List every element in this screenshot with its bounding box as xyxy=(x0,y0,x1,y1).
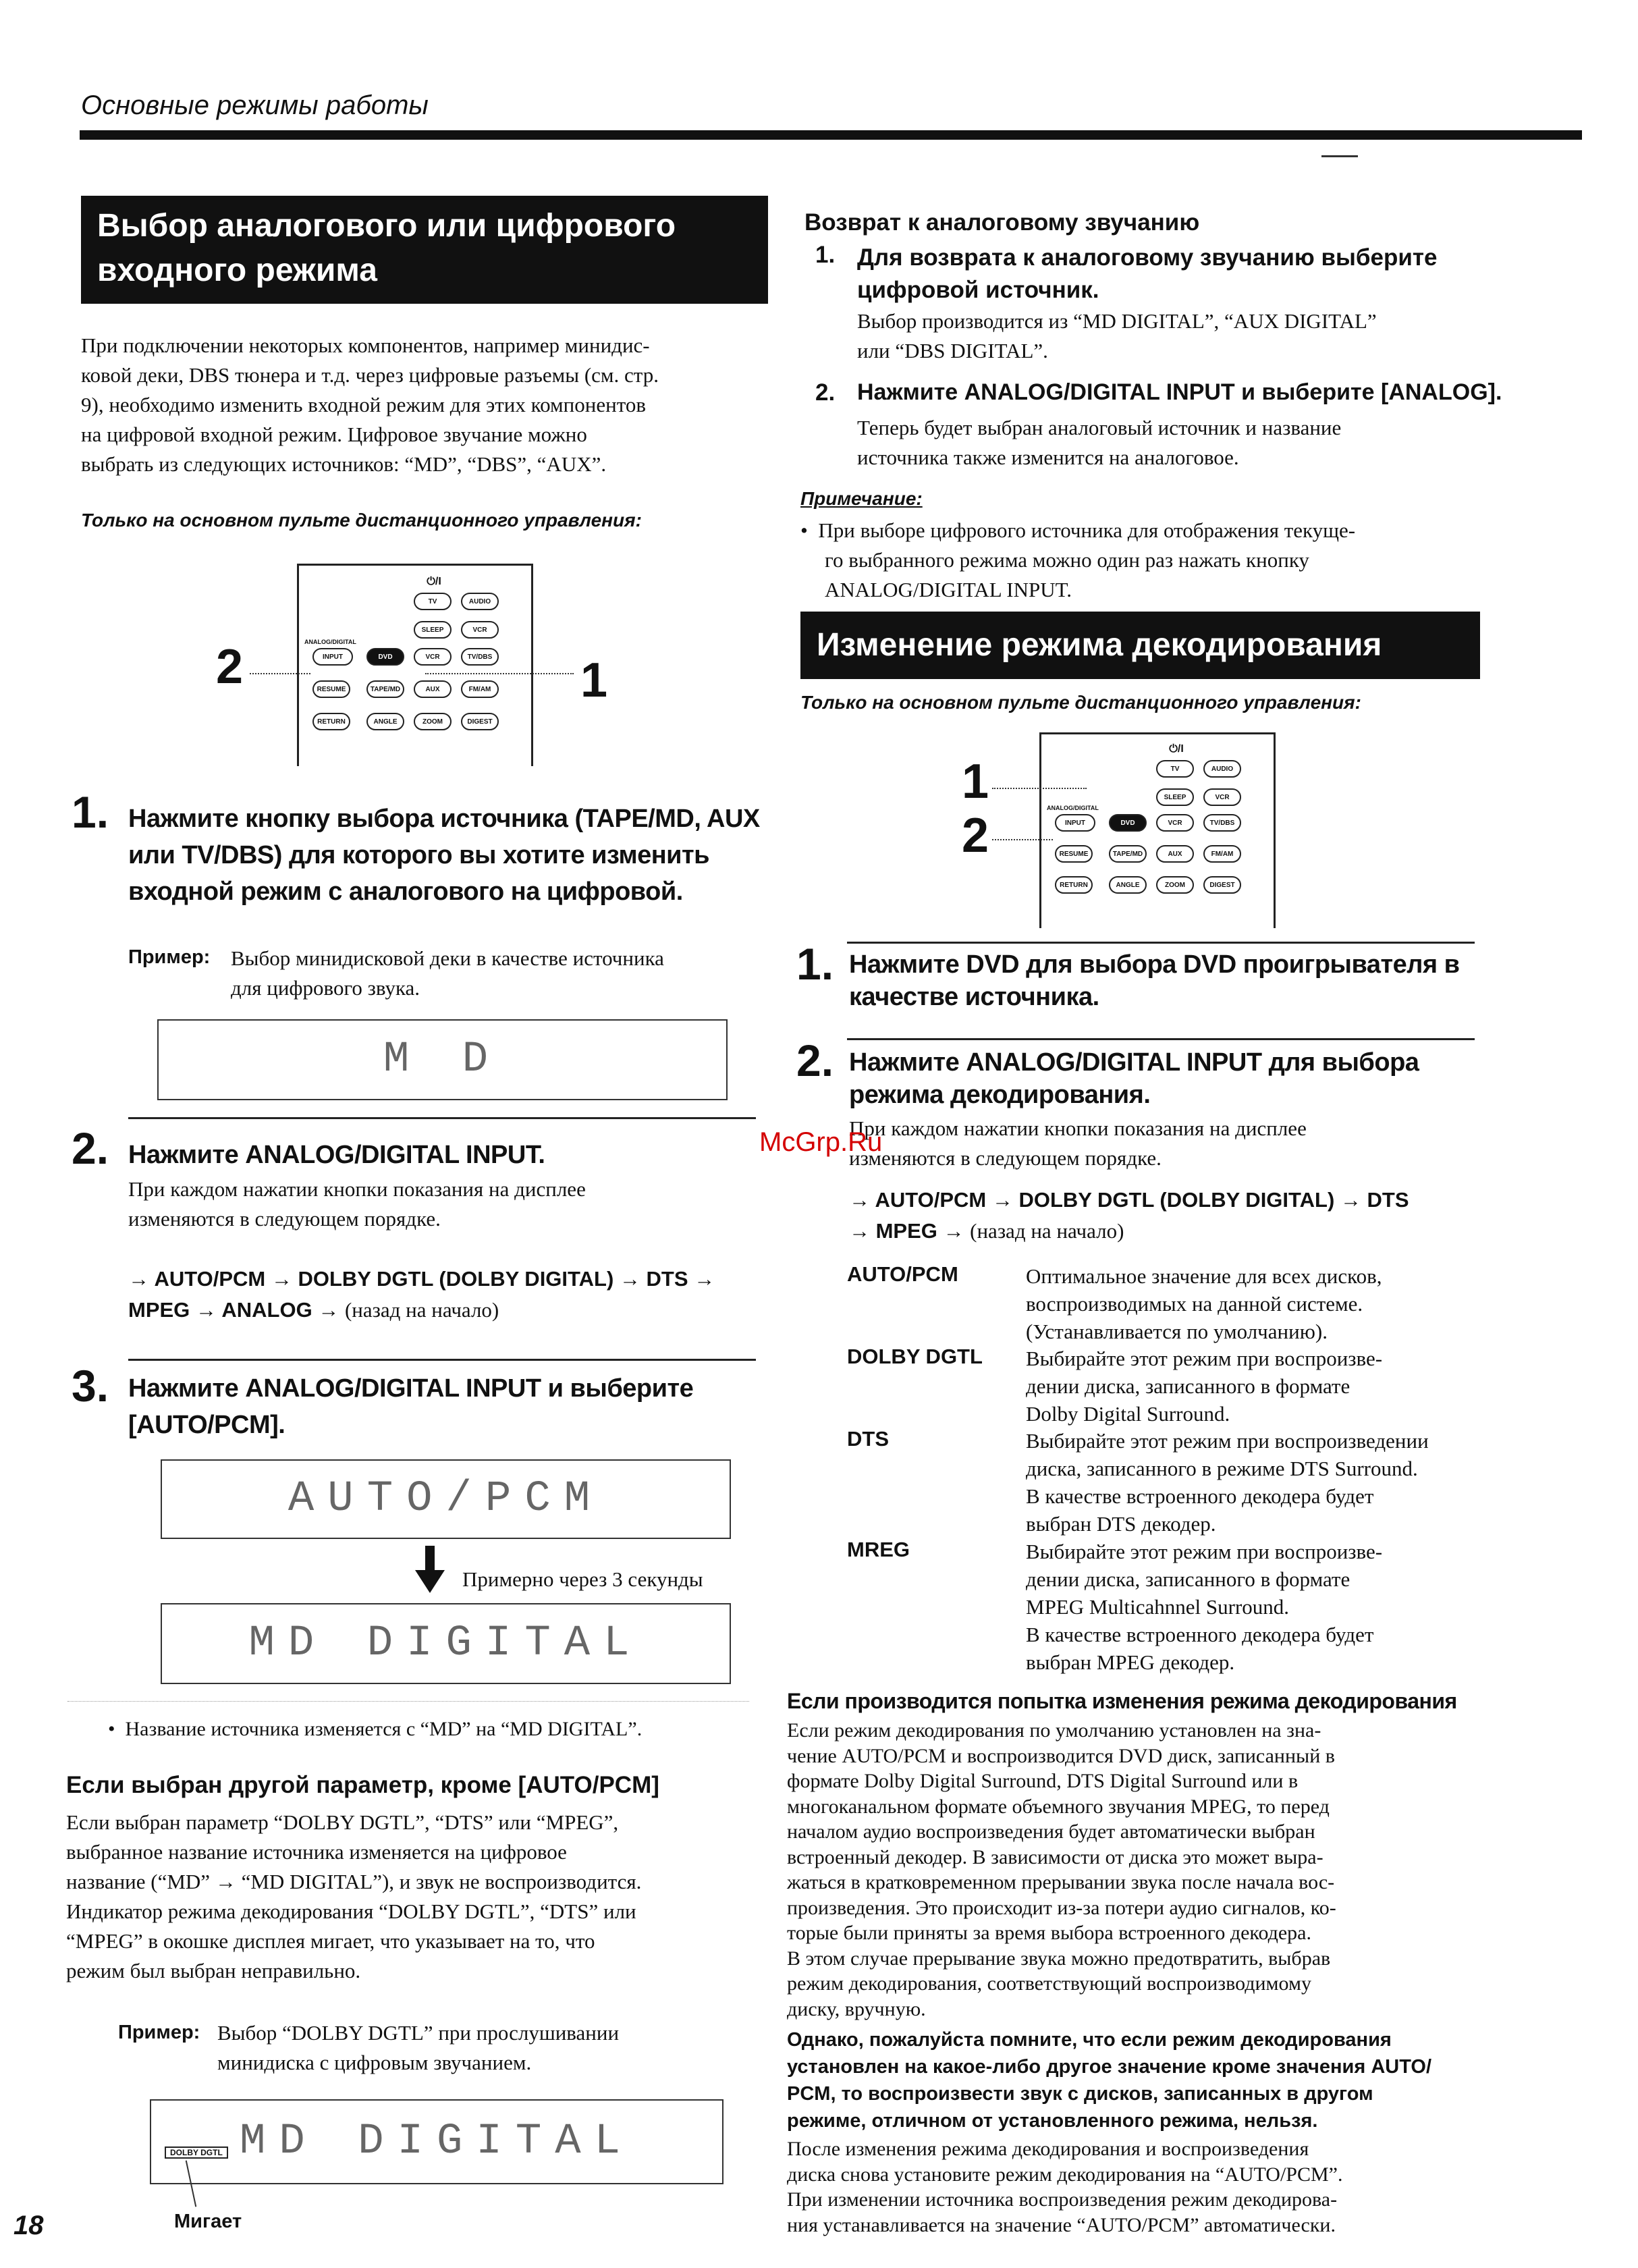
mode-line: воспроизводимых на данной системе. xyxy=(1026,1292,1363,1316)
body-line: формате Dolby Digital Surround, DTS Digital Surround или в xyxy=(787,1770,1299,1792)
bullet-note-text: Название источника изменяется с “MD” на “MD DIGITAL”. xyxy=(125,1718,643,1740)
example-label: Пример: xyxy=(128,946,211,968)
warning-line: PCM, то воспроизвести звук с дисков, записанных в другом xyxy=(787,2083,1373,2105)
example-line: для цифрового звука. xyxy=(231,976,420,1000)
dvd-button: DVD xyxy=(1109,814,1147,832)
power-icon: ⏻/I xyxy=(1156,742,1197,756)
body-line: название (“MD” → “MD DIGITAL”), и звук не воспроизводится. xyxy=(66,1870,642,1893)
intro-line: При подключении некоторых компонентов, например минидис- xyxy=(81,333,650,357)
attempt-warning xyxy=(787,2026,1516,2134)
body-line: изменяются в следующем порядке. xyxy=(849,1146,1162,1170)
mode-name: AUTO/PCM xyxy=(847,1262,958,1286)
body-line: При изменении источника воспроизведения режим декодирова- xyxy=(787,2188,1338,2211)
step-2-body xyxy=(128,1174,756,1234)
step-title-line: или TV/DBS) для которого вы хотите изменить xyxy=(128,841,710,869)
decode-mode-sequence xyxy=(849,1185,1497,1247)
decode-step-1-title xyxy=(849,948,1497,1013)
body-line: чение AUTO/PCM и воспроизводится DVD диск, записанный в xyxy=(787,1744,1335,1767)
dotted-divider xyxy=(67,1701,749,1702)
display-auto-pcm: AUTO/PCM xyxy=(161,1459,731,1539)
body-line: В этом случае прерывание звука можно предотвратить, выбрав xyxy=(787,1947,1331,1970)
analog-step-2-number: 2. xyxy=(815,379,836,406)
tvdbs-button: TV/DBS xyxy=(1203,814,1241,832)
return-button: RETURN xyxy=(1055,876,1093,894)
display-md-digital: MD DIGITAL xyxy=(161,1603,731,1684)
step-title-line: Нажмите кнопку выбора источника (TAPE/MD, AUX xyxy=(128,805,760,833)
decode-step-2-body xyxy=(849,1114,1497,1173)
display-md: M D xyxy=(157,1019,728,1100)
display-md-digital-blink xyxy=(150,2099,724,2184)
body-line: источника также изменится на аналоговое. xyxy=(857,446,1239,469)
sequence-paren: (назад на начало) xyxy=(344,1298,499,1322)
note-line: ANALOG/DIGITAL INPUT. xyxy=(825,578,1072,601)
vcr-button: VCR xyxy=(461,621,499,639)
step-title-line: входной режим с аналогового на цифровой. xyxy=(128,878,683,906)
dvd-button: DVD xyxy=(366,648,404,666)
step-title-line: [AUTO/PCM]. xyxy=(128,1411,285,1439)
body-line: диску, вручную. xyxy=(787,1997,926,2020)
zoom-button: ZOOM xyxy=(414,713,452,730)
tv-button: TV xyxy=(1156,760,1194,778)
step-title-line: Нажмите DVD для выбора DVD проигрывателя в xyxy=(849,950,1460,979)
zoom-button: ZOOM xyxy=(1156,876,1194,894)
callout-leader xyxy=(425,673,574,674)
mode-line: Выбирайте этот режим при воспроизведении xyxy=(1026,1429,1429,1453)
vcr2-button: VCR xyxy=(1156,814,1194,832)
body-line: торые были приняты за время выбора встроенного декодера. xyxy=(787,1922,1311,1944)
digest-button: DIGEST xyxy=(461,713,499,730)
sequence-line: → AUTO/PCM → DOLBY DGTL (DOLBY DIGITAL) → DTS → xyxy=(128,1267,715,1291)
input-button: INPUT xyxy=(312,648,353,666)
decode-step-1-number: 1. xyxy=(796,939,834,989)
audio-button: AUDIO xyxy=(461,593,499,610)
body-line: произведения. Это происходит из-за потери аудио сигналов, ко- xyxy=(787,1896,1336,1919)
callout-2: 2 xyxy=(962,809,989,863)
mode-description xyxy=(1026,1427,1498,1538)
example-text-2 xyxy=(217,2018,757,2078)
body-line: ния устанавливается на значение “AUTO/PCM” автоматически. xyxy=(787,2213,1336,2236)
step-divider xyxy=(128,1359,756,1361)
sleep-button: SLEEP xyxy=(1156,788,1194,806)
body-line: диска снова установите режим декодирования на “AUTO/PCM”. xyxy=(787,2163,1343,2186)
remote-illustration-left xyxy=(216,557,608,766)
intro-line: на цифровой входной режим. Цифровое звучание можно xyxy=(81,423,587,446)
banner-line-1: Выбор аналогового или цифрового xyxy=(97,208,676,244)
tv-button: TV xyxy=(414,593,452,610)
analog-digital-label: ANALOG/DIGITAL xyxy=(1047,805,1099,811)
aux-button: AUX xyxy=(1156,845,1194,863)
body-line: встроенный декодер. В зависимости от диска это может выра- xyxy=(787,1845,1323,1868)
note-line: го выбранного режима можно один раз нажать кнопку xyxy=(825,548,1309,572)
remote-note-right: Только на основном пульте дистанционного управления: xyxy=(800,692,1361,713)
mode-name: DOLBY DGTL xyxy=(847,1345,983,1368)
analog-step-1-body xyxy=(857,306,1498,366)
remote-body xyxy=(297,564,533,766)
attempt-heading: Если производится попытка изменения режима декодирования xyxy=(787,1689,1457,1713)
mode-line: Выбирайте этот режим при воспроизве- xyxy=(1026,1347,1383,1370)
decode-step-2-title xyxy=(849,1046,1497,1111)
example-line: минидиска с цифровым звучанием. xyxy=(217,2051,532,2074)
fmam-button: FM/AM xyxy=(461,680,499,698)
page-number: 18 xyxy=(13,2211,44,2240)
digest-button: DIGEST xyxy=(1203,876,1241,894)
header-dash xyxy=(1321,155,1358,157)
body-line: режим декодирования, соответствующий воспроизводимому xyxy=(787,1972,1311,1995)
mode-name: DTS xyxy=(847,1427,889,1451)
attempt-body xyxy=(787,1718,1516,2022)
sleep-button: SLEEP xyxy=(414,621,452,639)
mode-line: Выбирайте этот режим при воспроизве- xyxy=(1026,1540,1383,1563)
section-header-title: Основные режимы работы xyxy=(81,90,429,120)
body-line: Если выбран параметр “DOLBY DGTL”, “DTS” или “MPEG”, xyxy=(66,1810,619,1834)
watermark: McGrp.Ru xyxy=(759,1127,883,1157)
return-button: RETURN xyxy=(312,713,350,730)
step-title-line: Нажмите ANALOG/DIGITAL INPUT для выбора xyxy=(849,1048,1419,1077)
callout-1: 1 xyxy=(580,653,608,707)
callout-1: 1 xyxy=(962,755,989,809)
section-banner-decoding: Изменение режима декодирования xyxy=(800,612,1480,679)
body-line: Выбор производится из “MD DIGITAL”, “AUX DIGITAL” xyxy=(857,309,1377,333)
tvdbs-button: TV/DBS xyxy=(461,648,499,666)
mode-description xyxy=(1026,1538,1498,1676)
analog-step-1-title xyxy=(857,242,1505,306)
step-title-line: цифровой источник. xyxy=(857,277,1099,303)
bullet-note: • Название источника изменяется с “MD” на “MD DIGITAL”. xyxy=(108,1718,643,1740)
section-banner-input-mode xyxy=(81,196,768,304)
body-line: “MPEG” в окошке дисплея мигает, что указывает на то, что xyxy=(66,1929,595,1953)
down-arrow-icon xyxy=(415,1546,445,1593)
other-param-body xyxy=(66,1808,782,1986)
note-line: При выборе цифрового источника для отображения текуще- xyxy=(818,518,1356,542)
analog-step-2-body xyxy=(857,413,1498,473)
banner-line-2: входного режима xyxy=(97,252,377,288)
body-line: началом аудио воспроизведения будет автоматически выбран xyxy=(787,1820,1315,1843)
mode-description xyxy=(1026,1262,1498,1345)
warning-line: установлен на какое-либо другое значение кроме значения AUTO/ xyxy=(787,2056,1432,2078)
callout-leader xyxy=(250,673,310,674)
body-line: Теперь будет выбран аналоговый источник и название xyxy=(857,416,1342,439)
intro-line: ковой деки, DBS тюнера и т.д. через цифровые разъемы (см. стр. xyxy=(81,363,659,387)
mode-line: дении диска, записанного в формате xyxy=(1026,1567,1350,1591)
analog-digital-label: ANALOG/DIGITAL xyxy=(304,639,356,645)
header-rule xyxy=(80,130,1582,140)
analog-return-heading: Возврат к аналоговому звучанию xyxy=(804,209,1200,236)
mode-line: Dolby Digital Surround. xyxy=(1026,1402,1230,1426)
step-1-title xyxy=(128,801,776,910)
angle-button: ANGLE xyxy=(1109,876,1147,894)
analog-step-1-number: 1. xyxy=(815,242,836,268)
example-text xyxy=(231,944,771,1003)
vcr-button: VCR xyxy=(1203,788,1241,806)
resume-button: RESUME xyxy=(1055,845,1093,863)
analog-step-2-title: Нажмите ANALOG/DIGITAL INPUT и выберите [ANALOG]. xyxy=(857,379,1502,405)
body-line: Индикатор режима декодирования “DOLBY DGTL”, “DTS” или xyxy=(66,1899,636,1923)
body-line: При каждом нажатии кнопки показания на дисплее xyxy=(849,1116,1307,1140)
step-2-number: 2. xyxy=(72,1123,109,1173)
blink-label: Мигает xyxy=(174,2211,242,2232)
other-param-heading: Если выбран другой параметр, кроме [AUTO/PCM] xyxy=(66,1772,659,1798)
note-label: Примечание: xyxy=(800,488,923,509)
mode-line: (Устанавливается по умолчанию). xyxy=(1026,1320,1328,1343)
arrow-note: Примерно через 3 секунды xyxy=(462,1567,703,1591)
audio-button: AUDIO xyxy=(1203,760,1241,778)
decode-step-2-number: 2. xyxy=(796,1035,834,1085)
resume-button: RESUME xyxy=(312,680,350,698)
note-body: • При выборе цифрового источника для отображения текуще- го выбранного режима можно один раз нажать кнопку ANALOG/DIGITAL INPUT. xyxy=(800,516,1502,605)
example-line: Выбор минидисковой деки в качестве источника xyxy=(231,946,664,970)
angle-button: ANGLE xyxy=(366,713,404,730)
aux-button: AUX xyxy=(414,680,452,698)
mode-description xyxy=(1026,1345,1498,1428)
step-divider xyxy=(128,1117,756,1119)
display-text: MD DIGITAL xyxy=(239,2117,634,2166)
remote-illustration-right xyxy=(945,726,1296,935)
body-line: При каждом нажатии кнопки показания на дисплее xyxy=(128,1177,586,1201)
step-3-number: 3. xyxy=(72,1361,109,1411)
callout-leader xyxy=(992,788,1087,789)
step-title-line: Для возврата к аналоговому звучанию выберите xyxy=(857,244,1438,271)
callout-2: 2 xyxy=(216,640,244,694)
sequence-paren: (назад на начало) xyxy=(970,1219,1124,1243)
mode-sequence xyxy=(128,1264,769,1326)
intro-line: 9), необходимо изменить входной режим для этих компонентов xyxy=(81,393,646,416)
step-divider xyxy=(847,942,1475,944)
body-line: Если режим декодирования по умолчанию установлен на зна- xyxy=(787,1719,1321,1742)
mode-line: диска, записанного в режиме DTS Surround. xyxy=(1026,1457,1418,1480)
step-2-title: Нажмите ANALOG/DIGITAL INPUT. xyxy=(128,1141,545,1169)
mode-line: выбран MPEG декодер. xyxy=(1026,1650,1235,1674)
dolby-indicator: DOLBY DGTL xyxy=(165,2146,228,2159)
step-title-line: Нажмите ANALOG/DIGITAL INPUT и выберите xyxy=(128,1374,694,1403)
fmam-button: FM/AM xyxy=(1203,845,1241,863)
sequence-line: → MPEG → xyxy=(849,1219,964,1243)
vcr2-button: VCR xyxy=(414,648,452,666)
warning-line: режиме, отличном от установленного режима, нельзя. xyxy=(787,2110,1318,2132)
body-line: или “DBS DIGITAL”. xyxy=(857,339,1048,362)
step-title-line: режима декодирования. xyxy=(849,1081,1151,1109)
callout-leader xyxy=(992,839,1053,840)
example-line: Выбор “DOLBY DGTL” при прослушивании xyxy=(217,2021,620,2045)
mode-line: В качестве встроенного декодера будет xyxy=(1026,1484,1374,1508)
body-line: изменяются в следующем порядке. xyxy=(128,1207,441,1231)
mode-line: дении диска, записанного в формате xyxy=(1026,1374,1350,1398)
body-line: выбранное название источника изменяется на цифровое xyxy=(66,1840,567,1864)
sequence-line: MPEG → ANALOG → xyxy=(128,1298,339,1322)
body-line: многоканальном формате объемного звучания MPEG, то перед xyxy=(787,1795,1330,1818)
body-line: жаться в кратковременном прерывании звука после начала вос- xyxy=(787,1871,1335,1893)
remote-body xyxy=(1039,732,1276,928)
input-button: INPUT xyxy=(1055,814,1095,832)
step-1-number: 1. xyxy=(72,787,109,837)
intro-paragraph xyxy=(81,331,769,479)
intro-line: выбрать из следующих источников: “MD”, “DBS”, “AUX”. xyxy=(81,452,607,476)
example-label-2: Пример: xyxy=(118,2022,200,2043)
remote-note-left: Только на основном пульте дистанционного управления: xyxy=(81,510,642,531)
warning-line: Однако, пожалуйста помните, что если режим декодирования xyxy=(787,2029,1392,2051)
mode-line: выбран DTS декодер. xyxy=(1026,1512,1216,1536)
step-divider xyxy=(847,1038,1475,1040)
tapemd-button: TAPE/MD xyxy=(1109,845,1147,863)
attempt-tail xyxy=(787,2136,1516,2238)
body-line: режим был выбран неправильно. xyxy=(66,1959,361,1982)
body-line: После изменения режима декодирования и воспроизведения xyxy=(787,2138,1309,2160)
mode-name: MREG xyxy=(847,1538,910,1561)
mode-line: MPEG Multicahnnel Surround. xyxy=(1026,1595,1290,1619)
mode-line: Оптимальное значение для всех дисков, xyxy=(1026,1264,1382,1288)
step-3-title xyxy=(128,1370,756,1443)
sequence-line: → AUTO/PCM → DOLBY DGTL (DOLBY DIGITAL) → DTS xyxy=(849,1188,1409,1212)
step-title-line: качестве источника. xyxy=(849,983,1099,1011)
tapemd-button: TAPE/MD xyxy=(366,680,404,698)
mode-line: В качестве встроенного декодера будет xyxy=(1026,1623,1374,1646)
power-icon: ⏻/I xyxy=(414,575,454,589)
